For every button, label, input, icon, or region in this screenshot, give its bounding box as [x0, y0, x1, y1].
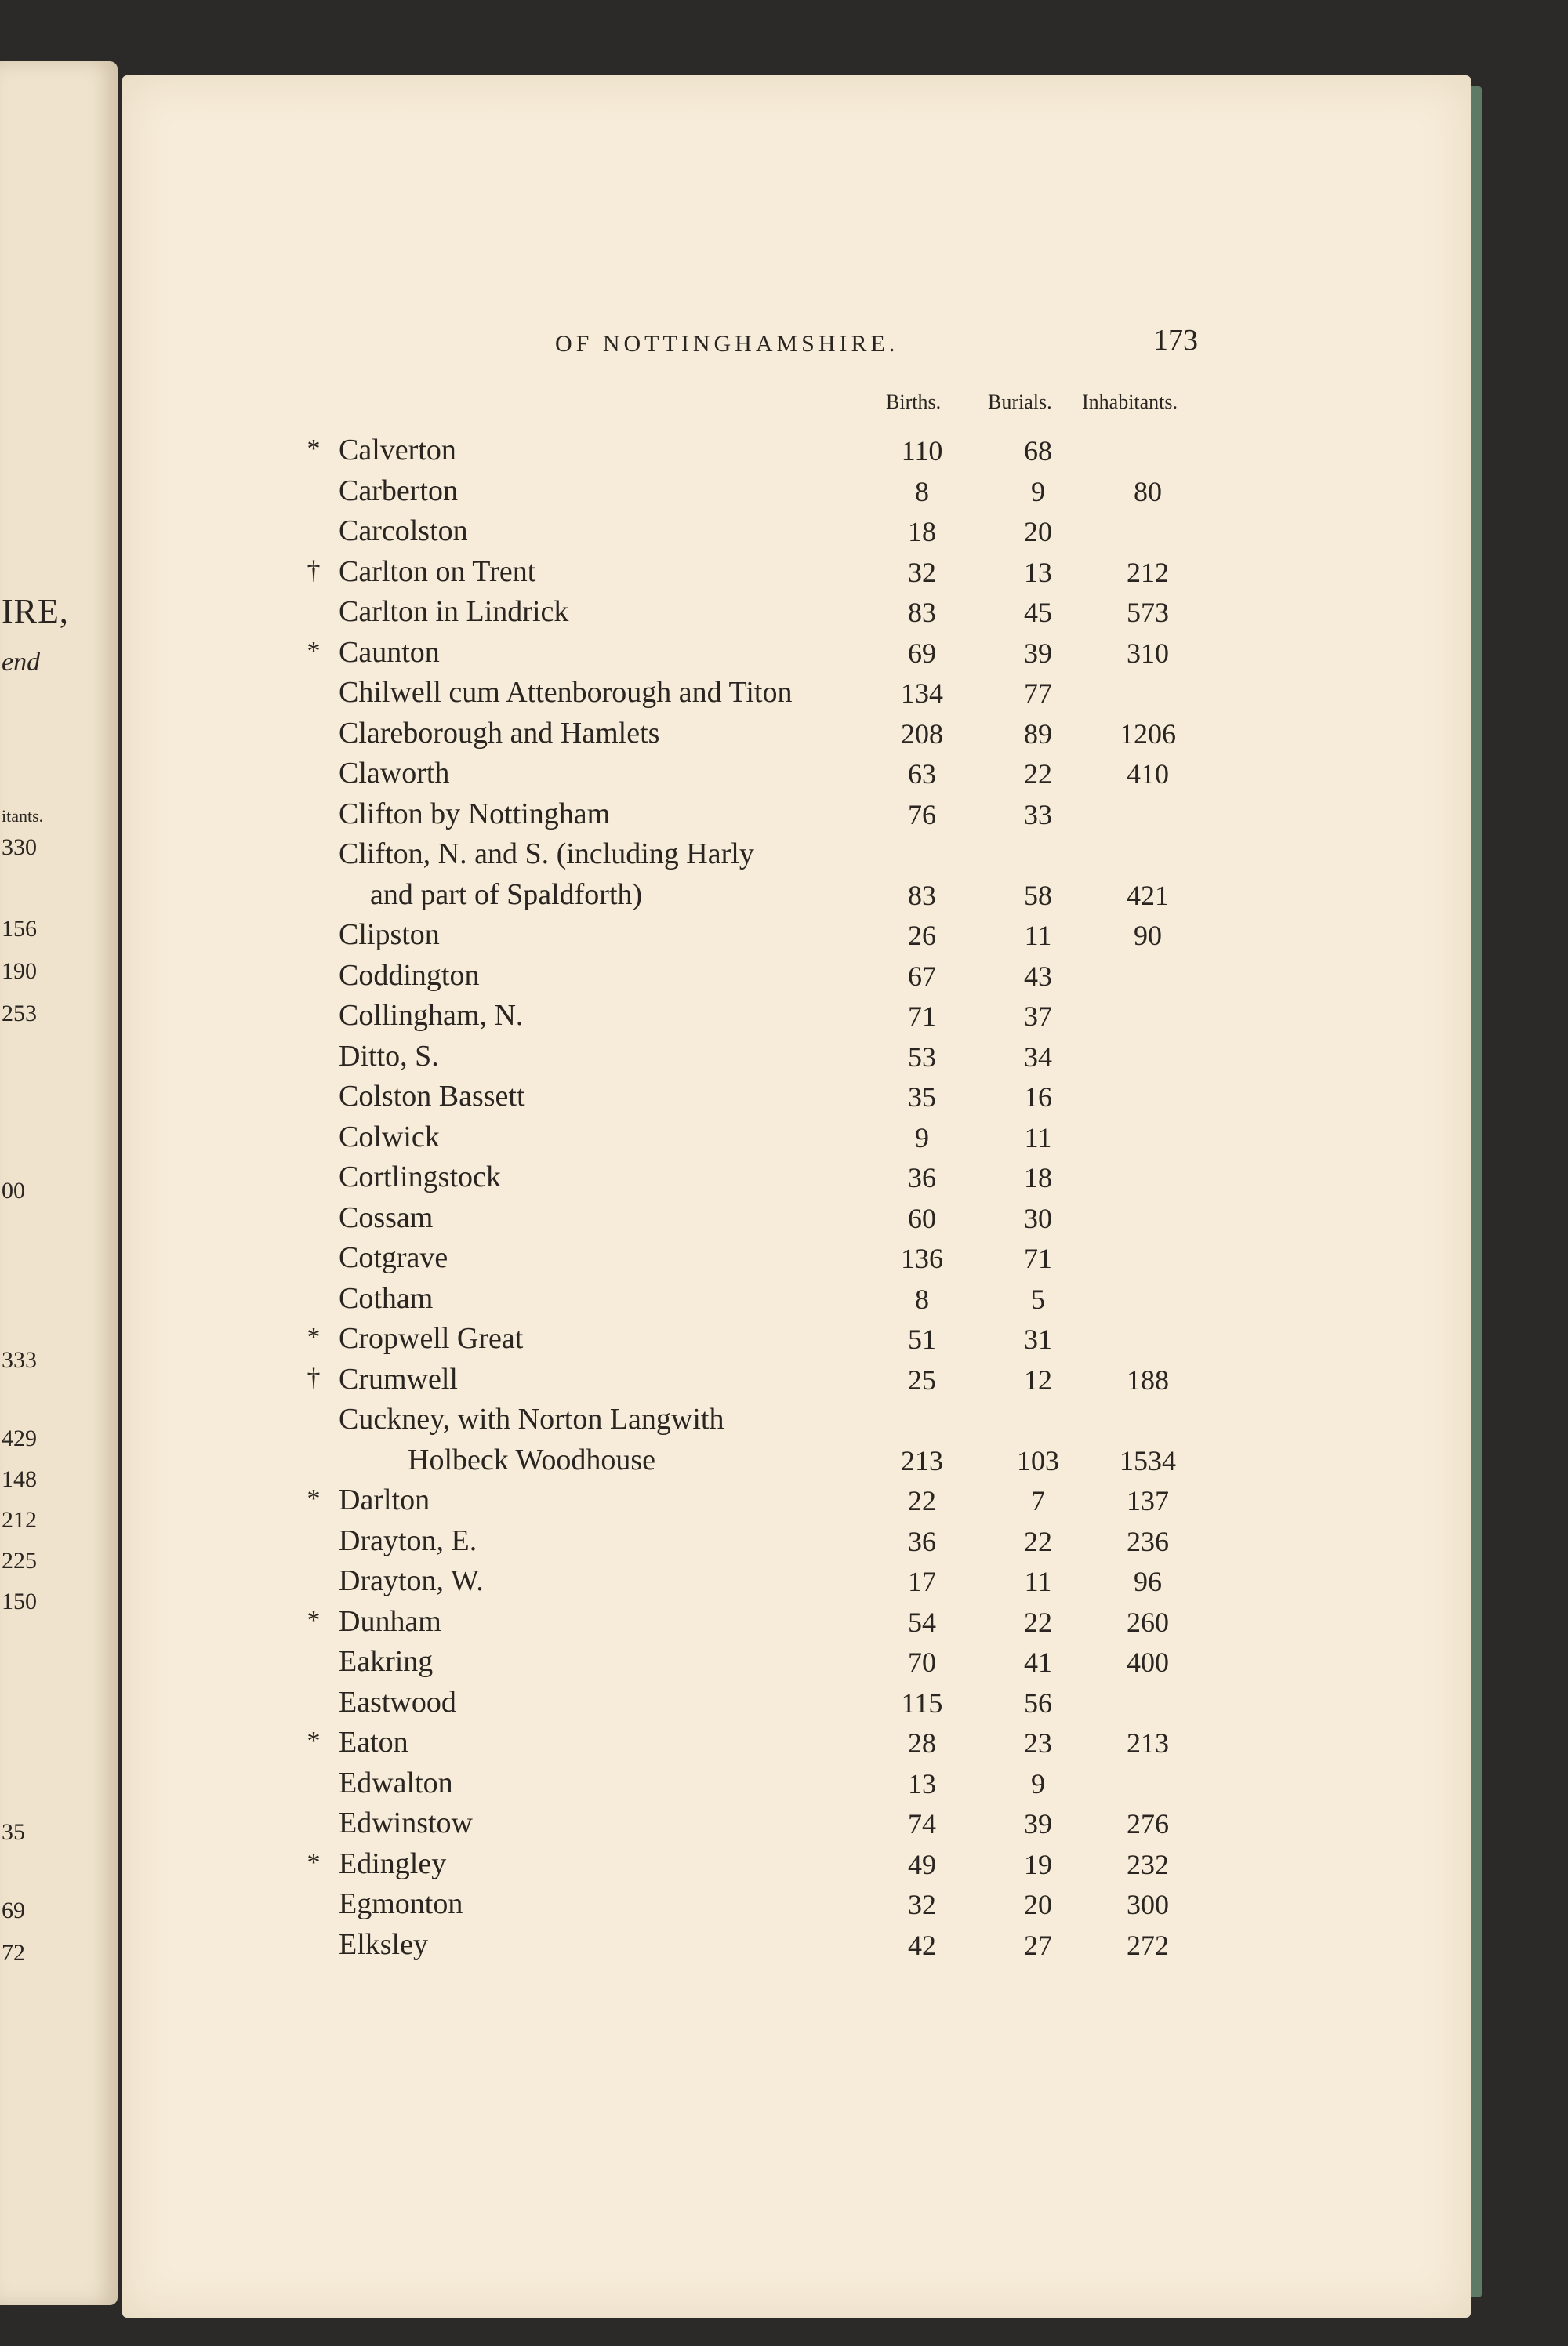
row-marker: †	[307, 555, 321, 585]
births-value: 63	[908, 758, 936, 790]
row-marker: *	[307, 1605, 321, 1635]
births-value: 60	[908, 1202, 936, 1234]
births-value: 36	[908, 1162, 936, 1193]
burials-value: 7	[1031, 1485, 1045, 1516]
births-value: 28	[908, 1727, 936, 1759]
burials-value: 11	[1024, 920, 1052, 951]
table-row	[298, 797, 1239, 837]
facing-page-fragment: 225	[2, 1548, 37, 1574]
births-value: 26	[908, 920, 936, 951]
facing-page-fragment: 333	[2, 1347, 37, 1373]
place-name: Dunham	[339, 1604, 441, 1638]
facing-page-fragment: 72	[2, 1940, 25, 1966]
table-row	[298, 1927, 1239, 1968]
inhabitants-value: 300	[1127, 1889, 1169, 1920]
table-row	[298, 1887, 1239, 1927]
births-value: 32	[908, 1889, 936, 1920]
inhabitants-value: 400	[1127, 1647, 1169, 1678]
place-name: Claworth	[339, 757, 450, 790]
place-name: and part of Spaldforth)	[370, 877, 643, 911]
burials-value: 34	[1024, 1040, 1052, 1073]
burials-value: 37	[1024, 1000, 1052, 1032]
facing-page-fragment: IRE,	[2, 592, 69, 630]
burials-value: 31	[1024, 1324, 1052, 1355]
table-row	[298, 716, 1239, 757]
births-value: 8	[915, 1283, 929, 1315]
table-row	[298, 1200, 1239, 1241]
place-name: Chilwell cum Attenborough and Titon	[339, 676, 793, 709]
facing-page-fragment: end	[2, 648, 41, 677]
table-row	[298, 998, 1239, 1039]
burials-value: 13	[1024, 556, 1052, 588]
births-value: 35	[908, 1081, 936, 1113]
place-name: Caunton	[339, 635, 440, 669]
parish-register-table	[298, 433, 1239, 1967]
burials-value: 45	[1024, 597, 1052, 628]
place-name: Clifton by Nottingham	[339, 797, 611, 830]
place-name: Edwalton	[339, 1766, 453, 1799]
table-row	[298, 1281, 1239, 1322]
table-row	[298, 675, 1239, 716]
inhabitants-value: 212	[1127, 556, 1169, 588]
burials-value: 89	[1024, 717, 1052, 750]
table-row	[298, 1079, 1239, 1120]
row-marker: *	[307, 1847, 321, 1877]
place-name: Calverton	[339, 434, 456, 467]
facing-page-fragment: 190	[2, 958, 37, 984]
running-head: OF NOTTINGHAMSHIRE.	[555, 331, 899, 357]
place-name: Edwinstow	[339, 1807, 473, 1839]
burials-value: 39	[1024, 1808, 1052, 1839]
place-name: Cossam	[339, 1200, 434, 1234]
burials-value: 9	[1031, 475, 1045, 507]
births-value: 9	[915, 1121, 929, 1153]
table-row	[298, 1644, 1239, 1685]
place-name: Eaton	[339, 1726, 408, 1759]
facing-page-fragment: 429	[2, 1425, 37, 1451]
table-row	[298, 958, 1239, 999]
burials-value: 71	[1024, 1243, 1052, 1274]
inhabitants-value: 90	[1134, 920, 1162, 951]
births-value: 208	[901, 717, 943, 750]
table-row	[298, 1806, 1239, 1847]
inhabitants-value: 232	[1127, 1848, 1169, 1880]
row-marker: *	[307, 1484, 321, 1513]
births-value: 49	[908, 1848, 936, 1880]
burials-value: 77	[1024, 677, 1052, 709]
burials-value: 11	[1024, 1566, 1052, 1597]
burials-value: 18	[1024, 1162, 1052, 1193]
inhabitants-value: 1534	[1120, 1444, 1176, 1476]
table-row	[298, 594, 1239, 635]
inhabitants-value: 80	[1134, 475, 1162, 507]
column-header-inhabitants: Inhabitants.	[1082, 390, 1178, 413]
row-marker: *	[307, 1323, 321, 1352]
inhabitants-value: 96	[1134, 1566, 1162, 1597]
inhabitants-value: 272	[1127, 1929, 1169, 1961]
place-name: Crumwell	[339, 1362, 458, 1396]
facing-page-fragment: 35	[2, 1819, 25, 1845]
row-marker: †	[307, 1363, 321, 1393]
births-value: 115	[901, 1687, 943, 1719]
place-name: Eakring	[339, 1645, 434, 1678]
place-name: Holbeck Woodhouse	[408, 1443, 656, 1476]
births-value: 54	[908, 1606, 936, 1638]
table-row	[298, 1160, 1239, 1200]
place-name: Edingley	[339, 1847, 447, 1880]
burials-value: 27	[1024, 1929, 1052, 1961]
burials-value: 16	[1024, 1081, 1052, 1113]
births-value: 17	[908, 1566, 936, 1597]
facing-page-fragment: 330	[2, 834, 37, 860]
row-marker: *	[307, 1727, 321, 1756]
burials-value: 9	[1031, 1767, 1045, 1799]
table-row	[298, 1766, 1239, 1807]
place-name: Clifton, N. and S. (including Harly	[339, 837, 754, 870]
facing-page-fragment: 150	[2, 1589, 37, 1614]
births-value: 69	[908, 637, 936, 669]
facing-page	[0, 61, 118, 2305]
page-number: 173	[1153, 324, 1198, 357]
burials-value: 68	[1024, 435, 1052, 467]
burials-value: 12	[1024, 1364, 1052, 1396]
table-row	[298, 877, 1239, 918]
inhabitants-value: 410	[1127, 758, 1169, 790]
births-value: 18	[908, 516, 936, 547]
burials-value: 30	[1024, 1202, 1052, 1234]
place-name: Cotham	[339, 1281, 434, 1315]
births-value: 22	[908, 1485, 936, 1516]
facing-page-fragment: 148	[2, 1466, 37, 1492]
row-marker: *	[307, 434, 321, 463]
place-name: Cuckney, with Norton Langwith	[339, 1403, 724, 1436]
inhabitants-value: 310	[1127, 637, 1169, 669]
table-row	[298, 1120, 1239, 1160]
place-name: Colwick	[339, 1120, 440, 1153]
place-name: Eastwood	[339, 1685, 456, 1719]
births-value: 71	[908, 1000, 936, 1032]
page-edge	[1471, 86, 1482, 2297]
place-name: Egmonton	[339, 1887, 463, 1920]
facing-page-fragment: 156	[2, 916, 37, 942]
table-row	[298, 635, 1239, 676]
inhabitants-value: 276	[1127, 1808, 1169, 1839]
burials-value: 22	[1024, 758, 1052, 790]
table-row	[298, 1039, 1239, 1080]
table-row	[298, 917, 1239, 958]
place-name: Drayton, W.	[339, 1564, 484, 1597]
place-name: Elksley	[339, 1927, 428, 1961]
place-name: Ditto, S.	[339, 1039, 439, 1073]
facing-page-fragment: 253	[2, 1000, 37, 1026]
table-row	[298, 474, 1239, 514]
table-row	[298, 1402, 1239, 1443]
burials-value: 56	[1024, 1687, 1052, 1719]
table-row	[298, 1240, 1239, 1281]
burials-value: 11	[1024, 1121, 1052, 1153]
births-value: 76	[908, 798, 936, 830]
place-name: Collingham, N.	[339, 999, 524, 1032]
place-name: Drayton, E.	[339, 1523, 477, 1557]
burials-value: 43	[1024, 960, 1052, 992]
column-header-births: Births.	[886, 390, 942, 413]
burials-value: 22	[1024, 1606, 1052, 1638]
table-row	[298, 1847, 1239, 1887]
table-row	[298, 1563, 1239, 1604]
table-row	[298, 433, 1239, 474]
burials-value: 20	[1024, 1889, 1052, 1920]
table-row	[298, 1725, 1239, 1766]
inhabitants-value: 188	[1127, 1364, 1169, 1396]
place-name: Cropwell Great	[339, 1322, 524, 1355]
table-row	[298, 837, 1239, 877]
burials-value: 41	[1024, 1647, 1052, 1678]
births-value: 53	[908, 1040, 936, 1073]
births-value: 67	[908, 960, 936, 992]
column-header-burials: Burials.	[988, 390, 1052, 413]
place-name: Darlton	[339, 1484, 430, 1516]
burials-value: 33	[1024, 798, 1052, 830]
place-name: Coddington	[339, 958, 480, 992]
inhabitants-value: 260	[1127, 1606, 1169, 1638]
births-value: 42	[908, 1929, 936, 1961]
burials-value: 39	[1024, 637, 1052, 669]
births-value: 136	[901, 1243, 943, 1274]
table-row	[298, 1443, 1239, 1484]
births-value: 32	[908, 556, 936, 588]
table-row	[298, 1362, 1239, 1403]
facing-page-fragment: 212	[2, 1507, 37, 1533]
place-name: Clareborough and Hamlets	[339, 716, 660, 750]
births-value: 74	[908, 1808, 936, 1839]
births-value: 25	[908, 1364, 936, 1396]
burials-value: 5	[1031, 1283, 1045, 1315]
place-name: Carlton in Lindrick	[339, 595, 569, 628]
row-marker: *	[307, 636, 321, 666]
place-name: Cotgrave	[339, 1241, 448, 1274]
births-value: 51	[908, 1324, 936, 1355]
births-value: 36	[908, 1525, 936, 1557]
place-name: Carberton	[339, 474, 458, 507]
table-row	[298, 756, 1239, 797]
burials-value: 20	[1024, 516, 1052, 547]
place-name: Carlton on Trent	[339, 554, 536, 588]
births-value: 70	[908, 1647, 936, 1678]
births-value: 134	[901, 677, 943, 709]
place-name: Cortlingstock	[339, 1160, 501, 1193]
burials-value: 19	[1024, 1848, 1052, 1880]
page-header	[555, 323, 1198, 370]
births-value: 83	[908, 879, 936, 911]
table-row	[298, 1685, 1239, 1726]
inhabitants-value: 137	[1127, 1485, 1169, 1516]
place-name: Colston Bassett	[339, 1080, 525, 1113]
burials-value: 23	[1024, 1727, 1052, 1759]
births-value: 13	[908, 1767, 936, 1799]
place-name: Carcolston	[339, 514, 468, 547]
burials-value: 103	[1017, 1444, 1059, 1476]
births-value: 8	[915, 475, 929, 507]
inhabitants-value: 573	[1127, 597, 1169, 628]
burials-value: 22	[1024, 1525, 1052, 1557]
inhabitants-value: 213	[1127, 1727, 1169, 1759]
table-row	[298, 1604, 1239, 1645]
table-row	[298, 554, 1239, 595]
births-value: 83	[908, 597, 936, 628]
births-value: 110	[901, 435, 943, 467]
table-row	[298, 1523, 1239, 1564]
burials-value: 58	[1024, 879, 1052, 911]
inhabitants-value: 421	[1127, 879, 1169, 911]
facing-page-fragment: 00	[2, 1178, 25, 1204]
facing-page-fragment: itants.	[2, 806, 44, 826]
place-name: Clipston	[339, 918, 440, 951]
table-row	[298, 1321, 1239, 1362]
table-row	[298, 1483, 1239, 1523]
table-row	[298, 514, 1239, 554]
inhabitants-value: 1206	[1120, 717, 1176, 750]
facing-page-fragment: 69	[2, 1898, 25, 1923]
inhabitants-value: 236	[1127, 1525, 1169, 1557]
births-value: 213	[901, 1444, 943, 1476]
